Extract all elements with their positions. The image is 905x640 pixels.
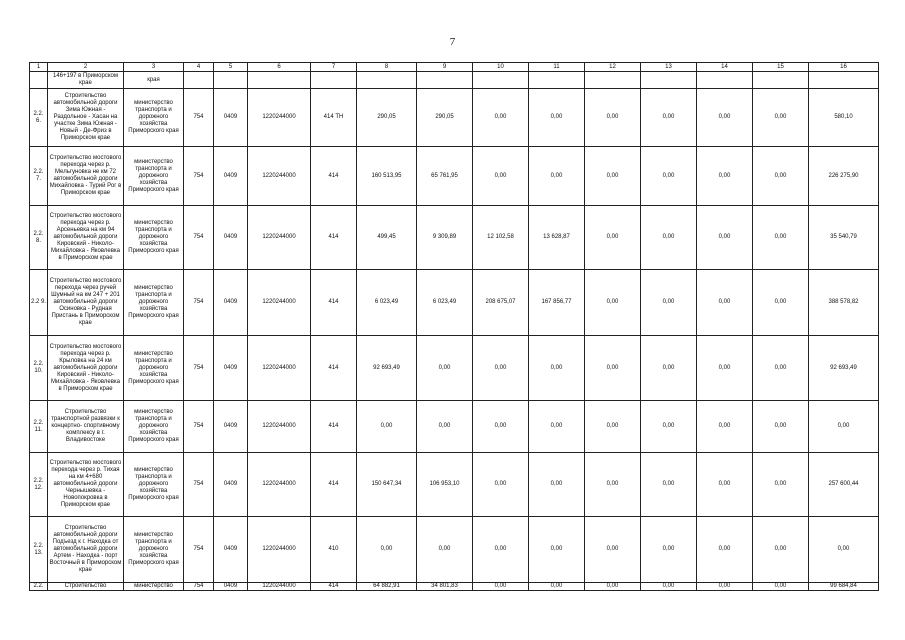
table-cell: 0,00: [753, 401, 809, 453]
table-cell: 0,00: [417, 517, 473, 583]
table-cell: 0,00: [473, 147, 529, 206]
header-cell: 10: [473, 63, 529, 72]
table-cell: 1220244000: [248, 401, 311, 453]
table-cell: 754: [184, 336, 214, 401]
header-cell: 12: [585, 63, 641, 72]
table-cell: 92 693,49: [809, 336, 879, 401]
table-cell: 0,00: [529, 517, 585, 583]
table-cell: 9 309,89: [417, 206, 473, 270]
table-cell: 6 023,49: [357, 270, 417, 336]
table-row: [30, 89, 879, 147]
table-cell: 0,00: [473, 401, 529, 453]
table-cell: 34 801,83: [417, 583, 473, 591]
header-cell: 8: [357, 63, 417, 72]
description-cell: Строительство автомобильной дороги Подъезд к г. Находка от автомобильной дороги Артем - Находка - порт Восточный в Приморском крае: [48, 517, 124, 583]
table-cell: 0,00: [529, 583, 585, 591]
table-cell: 0,00: [473, 336, 529, 401]
table-cell: 1220244000: [248, 517, 311, 583]
table-cell: 0,00: [697, 517, 753, 583]
table-cell: министерство транспорта и дорожного хозяйства Приморского края: [124, 517, 184, 583]
table-cell: 0,00: [809, 517, 879, 583]
description-cell: Строительство мостового перехода через р. Крыловка на 24 км автомобильной дороги Кировский - Николо-Михайловка - Яковлевка в Приморском крае: [48, 336, 124, 401]
table-cell: 0,00: [357, 517, 417, 583]
table-cell: 0,00: [585, 147, 641, 206]
table-cell: 0,00: [641, 89, 697, 147]
table-row: [30, 517, 879, 583]
table-cell: 414: [311, 147, 357, 206]
table-cell: 0,00: [641, 336, 697, 401]
table-cell: [311, 72, 357, 89]
table-cell: 0,00: [753, 270, 809, 336]
table-body: [30, 63, 879, 591]
table-cell: 35 540,79: [809, 206, 879, 270]
table-cell: 754: [184, 206, 214, 270]
header-cell: 3: [124, 63, 184, 72]
table-row: [30, 336, 879, 401]
row-number-cell: 2.2. 11.: [30, 401, 48, 453]
table-cell: 0,00: [473, 517, 529, 583]
table-cell: 0,00: [585, 270, 641, 336]
row-number-cell: [30, 72, 48, 89]
table-cell: 0409: [214, 206, 248, 270]
description-cell: Строительство: [48, 583, 124, 591]
table-cell: 65 761,95: [417, 147, 473, 206]
table-cell: [214, 72, 248, 89]
table-cell: 754: [184, 517, 214, 583]
table-cell: 12 102,58: [473, 206, 529, 270]
table-cell: 0,00: [641, 453, 697, 517]
table-cell: 0,00: [697, 336, 753, 401]
table-cell: [529, 72, 585, 89]
table-cell: 414: [311, 583, 357, 591]
table-cell: 0,00: [585, 206, 641, 270]
table-cell: 0,00: [697, 453, 753, 517]
header-cell: 2: [48, 63, 124, 72]
table-cell: 0,00: [529, 336, 585, 401]
table-cell: министерство транспорта и дорожного хозяйства Приморского края: [124, 270, 184, 336]
table-cell: 1220244000: [248, 147, 311, 206]
table-row: [30, 206, 879, 270]
table-cell: министерство транспорта и дорожного хозяйства Приморского края: [124, 147, 184, 206]
table-cell: 0,00: [585, 401, 641, 453]
table-cell: 0,00: [529, 89, 585, 147]
table-cell: 257 600,44: [809, 453, 879, 517]
table-cell: 99 684,84: [809, 583, 879, 591]
table-cell: 0,00: [473, 453, 529, 517]
header-cell: 1: [30, 63, 48, 72]
table-row: [30, 72, 879, 89]
table-cell: 0,00: [753, 583, 809, 591]
table-cell: 0,00: [697, 401, 753, 453]
table-cell: 0,00: [753, 89, 809, 147]
header-cell: 7: [311, 63, 357, 72]
header-cell: 9: [417, 63, 473, 72]
table-cell: 0,00: [753, 206, 809, 270]
table-cell: 754: [184, 453, 214, 517]
table-cell: 754: [184, 583, 214, 591]
table-row: [30, 401, 879, 453]
table-cell: 0,00: [357, 401, 417, 453]
table-cell: 92 693,49: [357, 336, 417, 401]
table-cell: 0,00: [753, 147, 809, 206]
header-cell: 5: [214, 63, 248, 72]
table-cell: министерство транспорта и дорожного хозяйства Приморского края: [124, 89, 184, 147]
table-cell: края: [124, 72, 184, 89]
row-number-cell: 2.2. 12.: [30, 453, 48, 517]
table-cell: 0,00: [529, 401, 585, 453]
table-cell: 167 856,77: [529, 270, 585, 336]
description-cell: Строительство мостового перехода через ручей Шумный на км 247 + 201 автомобильной дороги Осиновка - Рудная Пристань в Приморском крае: [48, 270, 124, 336]
table-cell: 1220244000: [248, 206, 311, 270]
table-cell: 0409: [214, 270, 248, 336]
table-cell: 0,00: [641, 270, 697, 336]
table-cell: [697, 72, 753, 89]
table-cell: [417, 72, 473, 89]
table-cell: 290,05: [417, 89, 473, 147]
table-cell: 414: [311, 401, 357, 453]
table-cell: 0,00: [753, 453, 809, 517]
table-cell: 499,45: [357, 206, 417, 270]
table-cell: 0,00: [473, 89, 529, 147]
description-cell: Строительство автомобильной дороги Зима Южная - Раздольное - Хасан на участке Зима Южная - Новый - Де-Фриз в Приморском крае: [48, 89, 124, 147]
header-cell: 16: [809, 63, 879, 72]
table-cell: 0,00: [697, 206, 753, 270]
table-cell: 754: [184, 401, 214, 453]
row-number-cell: 2.2. 7.: [30, 147, 48, 206]
table-cell: 414 ТН: [311, 89, 357, 147]
table-cell: 0409: [214, 89, 248, 147]
table-cell: 150 647,34: [357, 453, 417, 517]
table-cell: 414: [311, 270, 357, 336]
table-row: [30, 583, 879, 591]
table-cell: 388 578,82: [809, 270, 879, 336]
row-number-cell: 2.2. 6.: [30, 89, 48, 147]
table-cell: 1220244000: [248, 583, 311, 591]
table-cell: 0,00: [641, 583, 697, 591]
table-cell: 0,00: [585, 453, 641, 517]
table-cell: 0409: [214, 401, 248, 453]
table-cell: 0,00: [473, 583, 529, 591]
table-cell: 0,00: [417, 336, 473, 401]
table-cell: 0,00: [809, 401, 879, 453]
table-cell: [585, 72, 641, 89]
table-cell: министерство транспорта и дорожного хозяйства Приморского края: [124, 206, 184, 270]
table-cell: 0,00: [585, 336, 641, 401]
table-cell: 208 675,07: [473, 270, 529, 336]
budget-table: [29, 62, 879, 591]
table-cell: 414: [311, 336, 357, 401]
description-cell: Строительство мостового перехода через р. Тихая на км 4+680 автомобильной дороги Чернышевка - Новопокровка в Приморском крае: [48, 453, 124, 517]
row-number-cell: 2.2 9.: [30, 270, 48, 336]
table-cell: 1220244000: [248, 336, 311, 401]
table-row: [30, 270, 879, 336]
table-cell: 0,00: [641, 401, 697, 453]
table-cell: министерство: [124, 583, 184, 591]
table-cell: 0,00: [697, 583, 753, 591]
row-number-cell: 2.2. 8.: [30, 206, 48, 270]
table-cell: [357, 72, 417, 89]
table-cell: 106 953,10: [417, 453, 473, 517]
table-cell: 414: [311, 453, 357, 517]
table-cell: 0,00: [585, 517, 641, 583]
table-cell: 0409: [214, 453, 248, 517]
header-cell: 13: [641, 63, 697, 72]
table-cell: [809, 72, 879, 89]
table-cell: 1220244000: [248, 453, 311, 517]
table-cell: 0,00: [585, 583, 641, 591]
table-cell: 13 628,87: [529, 206, 585, 270]
description-cell: 146+197 в Приморском крае: [48, 72, 124, 89]
table-cell: 64 882,91: [357, 583, 417, 591]
row-number-cell: 2.2.: [30, 583, 48, 591]
table-cell: 0,00: [641, 517, 697, 583]
table-cell: 754: [184, 147, 214, 206]
table-cell: 0,00: [641, 147, 697, 206]
table-cell: 0,00: [417, 401, 473, 453]
table-cell: 410: [311, 517, 357, 583]
table-cell: министерство транспорта и дорожного хозяйства Приморского края: [124, 453, 184, 517]
table-cell: [473, 72, 529, 89]
table-cell: 226 275,90: [809, 147, 879, 206]
header-cell: 15: [753, 63, 809, 72]
table-cell: министерство транспорта и дорожного хозяйства Приморского края: [124, 401, 184, 453]
table-cell: 1220244000: [248, 89, 311, 147]
table-cell: 0,00: [585, 89, 641, 147]
table-cell: 0409: [214, 517, 248, 583]
table-row: [30, 147, 879, 206]
header-cell: 4: [184, 63, 214, 72]
table-cell: 754: [184, 270, 214, 336]
header-cell: 6: [248, 63, 311, 72]
table-header-row: [30, 63, 879, 72]
table-cell: 290,05: [357, 89, 417, 147]
description-cell: Строительство мостового перехода через р. Арсеньевка на км 94 автомобильной дороги Кировский - Николо-Михайловка - Яковлевка в Приморском крае: [48, 206, 124, 270]
table-cell: 0409: [214, 147, 248, 206]
table-cell: 0,00: [697, 89, 753, 147]
description-cell: Строительство мостового перехода через р. Мельгуновка не км 72 автомобильной дороги Михайловка - Турий Рог в Приморском крае: [48, 147, 124, 206]
table-cell: 0409: [214, 583, 248, 591]
table-cell: 0,00: [697, 147, 753, 206]
row-number-cell: 2.2. 13.: [30, 517, 48, 583]
table-cell: [753, 72, 809, 89]
table-cell: 160 513,95: [357, 147, 417, 206]
table-cell: 414: [311, 206, 357, 270]
row-number-cell: 2.2. 10.: [30, 336, 48, 401]
page-number: 7: [449, 36, 456, 48]
table-cell: 580,10: [809, 89, 879, 147]
table-cell: 754: [184, 89, 214, 147]
table-cell: 0,00: [529, 453, 585, 517]
table-cell: 6 023,49: [417, 270, 473, 336]
table-cell: 0,00: [529, 147, 585, 206]
table-cell: [184, 72, 214, 89]
table-cell: 0,00: [641, 206, 697, 270]
table-cell: 0,00: [753, 517, 809, 583]
table-cell: [248, 72, 311, 89]
table-cell: 0,00: [697, 270, 753, 336]
table-cell: 0,00: [753, 336, 809, 401]
table-cell: 1220244000: [248, 270, 311, 336]
table-row: [30, 453, 879, 517]
table-cell: министерство транспорта и дорожного хозяйства Приморского края: [124, 336, 184, 401]
header-cell: 11: [529, 63, 585, 72]
table-cell: [641, 72, 697, 89]
description-cell: Строительство транспортной развязки к концертно- спортивному комплексу в г. Владивостоке: [48, 401, 124, 453]
header-cell: 14: [697, 63, 753, 72]
table-cell: 0409: [214, 336, 248, 401]
